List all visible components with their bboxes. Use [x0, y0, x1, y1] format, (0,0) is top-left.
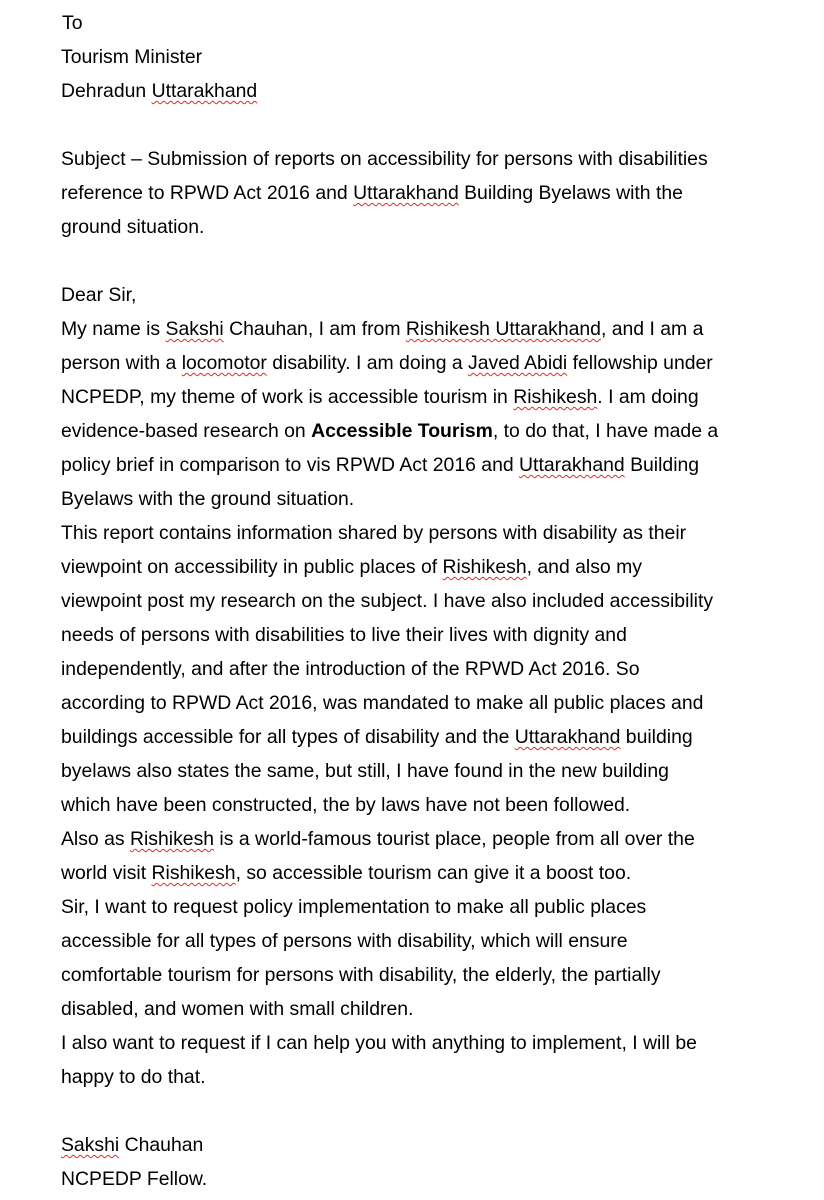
recipient-state: Uttarakhand — [151, 80, 258, 102]
signature-block — [61, 1128, 801, 1196]
body-line: This report contains information shared by persons with disability as their — [61, 522, 687, 544]
body-line — [61, 550, 801, 584]
body-line: Sir, I want to request policy implementation to make all public places — [61, 896, 647, 918]
salutation: Dear Sir, — [61, 284, 137, 306]
recipient-location — [61, 74, 801, 108]
flagged-word: locomotor — [181, 352, 267, 374]
body-text: Chauhan — [119, 1134, 204, 1156]
subject-block — [61, 142, 801, 244]
body-line: comfortable tourism for persons with disability, the elderly, the partially — [61, 964, 661, 986]
recipient-title: Tourism Minister — [61, 46, 203, 68]
body-text: building — [620, 726, 693, 748]
body-line: accessible for all types of persons with disability, which will ensure — [61, 930, 628, 952]
subject-text: reference to RPWD Act 2016 and — [61, 182, 354, 204]
body-line: viewpoint post my research on the subject. I have also included accessibility — [61, 590, 714, 612]
body-text: Chauhan, I am from — [223, 318, 406, 340]
letter-body — [61, 312, 801, 1094]
spacer — [61, 1094, 801, 1128]
flagged-word: Rishikesh — [129, 828, 215, 850]
body-line — [61, 414, 801, 448]
body-line — [61, 822, 801, 856]
flagged-word: Rishikesh Uttarakhand — [405, 318, 601, 340]
body-line: I also want to request if I can help you with anything to implement, I will be — [61, 1032, 697, 1054]
flagged-word: Rishikesh — [442, 556, 527, 578]
body-line — [61, 720, 801, 754]
body-line — [61, 346, 801, 380]
body-line: according to RPWD Act 2016, was mandated to make all public places and — [61, 692, 704, 714]
body-text: . I am doing — [597, 386, 699, 408]
body-line — [61, 380, 801, 414]
body-text: buildings accessible for all types of disability and the — [61, 726, 515, 748]
subject-line-3: ground situation. — [61, 216, 205, 238]
recipient-block — [61, 6, 801, 108]
body-line — [61, 448, 801, 482]
flagged-word: Sakshi — [165, 318, 224, 340]
body-line: byelaws also states the same, but still, I have found in the new building — [61, 760, 669, 782]
body-text: , to do that, I have made a — [492, 420, 719, 442]
flagged-word: Uttarakhand — [519, 454, 625, 476]
subject-flagged-word: Uttarakhand — [353, 182, 459, 204]
body-text: NCPEDP, my theme of work is accessible tourism in — [61, 386, 514, 408]
letter-document — [61, 6, 801, 1196]
signature-role: NCPEDP Fellow. — [61, 1168, 208, 1190]
subject-text: Building Byelaws with the — [458, 182, 683, 204]
body-text: evidence-based research on — [61, 420, 312, 442]
body-text: world visit — [61, 862, 152, 884]
flagged-word: Javed Abidi — [468, 352, 568, 374]
body-line — [61, 312, 801, 346]
flagged-word: Uttarakhand — [514, 726, 621, 748]
flagged-word: Rishikesh — [513, 386, 598, 408]
body-line: which have been constructed, the by laws have not been followed. — [61, 794, 631, 816]
spacer — [61, 108, 801, 142]
body-text: is a world-famous tourist place, people from all over the — [214, 828, 695, 850]
body-text: , so accessible tourism can give it a boost too. — [235, 862, 632, 884]
signature-name — [61, 1128, 801, 1162]
subject-line-1: Subject – Submission of reports on accessibility for persons with disabilities — [61, 148, 708, 170]
body-line — [61, 856, 801, 890]
body-text: fellowship under — [567, 352, 713, 374]
body-line: needs of persons with disabilities to live their lives with dignity and — [61, 624, 627, 646]
body-text: , and also my — [526, 556, 642, 578]
subject-line-2 — [61, 176, 801, 210]
bold-phrase: Accessible Tourism — [311, 420, 493, 442]
body-text: My name is — [61, 318, 166, 340]
flagged-word: Rishikesh — [151, 862, 236, 884]
body-text: Building — [624, 454, 700, 476]
body-line: happy to do that. — [61, 1066, 206, 1088]
body-text: person with a — [61, 352, 182, 374]
to-line: To — [62, 12, 83, 34]
recipient-city: Dehradun — [61, 80, 147, 102]
body-text: disability. I am doing a — [266, 352, 469, 374]
body-line: independently, and after the introduction of the RPWD Act 2016. So — [61, 658, 640, 680]
body-line: disabled, and women with small children. — [61, 998, 414, 1020]
body-line: Byelaws with the ground situation. — [61, 488, 355, 510]
body-text: , and I am a — [600, 318, 704, 340]
spacer — [61, 244, 801, 278]
body-text: Also as — [61, 828, 130, 850]
body-text: viewpoint on accessibility in public places of — [61, 556, 443, 578]
flagged-word: Sakshi — [61, 1134, 120, 1156]
body-text: policy brief in comparison to vis RPWD Act 2016 and — [61, 454, 520, 476]
